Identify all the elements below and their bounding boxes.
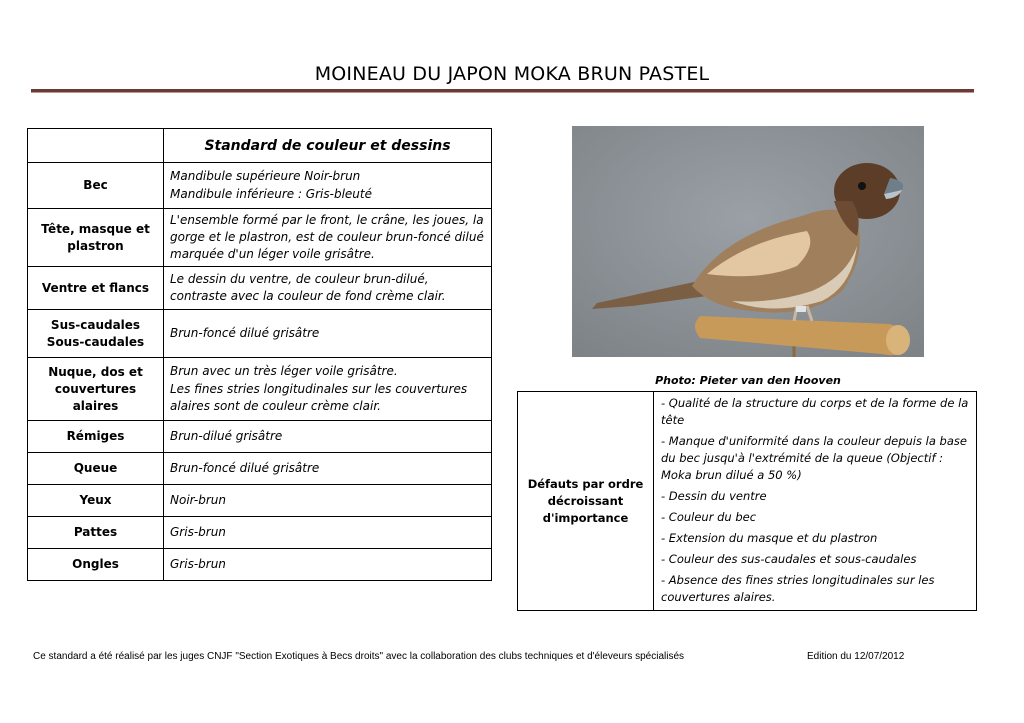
row-value xyxy=(164,163,492,209)
row-value xyxy=(164,310,492,358)
row-value xyxy=(164,267,492,310)
table-row xyxy=(28,358,492,421)
bird-illustration xyxy=(572,126,924,357)
value-line: Les fines stries longitudinales sur les couvertures alaires sont de couleur crème clair. xyxy=(170,382,468,413)
table-row xyxy=(28,267,492,310)
defects-table xyxy=(517,391,977,611)
row-value xyxy=(164,358,492,421)
table-row xyxy=(28,517,492,549)
row-label: Sus-caudales Sous-caudales xyxy=(28,310,164,358)
table-row xyxy=(28,485,492,517)
value-line: Brun-dilué grisâtre xyxy=(170,429,283,443)
standard-header: Standard de couleur et dessins xyxy=(164,129,492,163)
perch-end xyxy=(886,325,910,355)
row-label: Rémiges xyxy=(28,421,164,453)
value-line: Brun avec un très léger voile grisâtre. xyxy=(170,364,398,378)
row-label: Nuque, dos et couvertures alaires xyxy=(28,358,164,421)
footer-credit: Ce standard a été réalisé par les juges CNJF "Section Exotiques à Becs droits" avec la collaboration des clubs techniques et d'éleveurs spécialisés xyxy=(33,651,685,662)
bird-photo xyxy=(572,126,924,357)
title-underline xyxy=(31,89,974,93)
row-value xyxy=(164,209,492,267)
standard-table xyxy=(27,128,492,581)
value-line: Gris-brun xyxy=(170,525,226,539)
table-row xyxy=(28,421,492,453)
row-value xyxy=(164,453,492,485)
row-value xyxy=(164,485,492,517)
value-line: Mandibule supérieure Noir-brun xyxy=(170,169,361,183)
list-item: - Couleur des sus-caudales et sous-caudales xyxy=(661,552,917,566)
value-line: Le dessin du ventre, de couleur brun-dilué, contraste avec la couleur de fond crème clair. xyxy=(170,272,446,303)
list-item: - Qualité de la structure du corps et de la forme de la tête xyxy=(661,396,969,427)
row-value xyxy=(164,517,492,549)
table-row xyxy=(28,163,492,209)
value-line: Noir-brun xyxy=(170,493,227,507)
bird-eye xyxy=(858,182,866,190)
row-label: Ongles xyxy=(28,549,164,581)
standard-header-row xyxy=(28,129,492,163)
defects-list xyxy=(654,392,977,611)
row-label: Pattes xyxy=(28,517,164,549)
row-label: Queue xyxy=(28,453,164,485)
table-row xyxy=(28,310,492,358)
list-item: - Extension du masque et du plastron xyxy=(661,531,878,545)
list-item: - Absence des fines stries longitudinales sur les couvertures alaires. xyxy=(661,573,935,604)
row-label: Yeux xyxy=(28,485,164,517)
value-line: Brun-foncé dilué grisâtre xyxy=(170,326,320,340)
row-label: Ventre et flancs xyxy=(28,267,164,310)
row-label: Tête, masque et plastron xyxy=(28,209,164,267)
defects-label: Défauts par ordre décroissant d'importance xyxy=(518,392,654,611)
value-line: L'ensemble formé par le front, le crâne, les joues, la gorge et le plastron, est de couleur brun-foncé dilué marquée d'un léger voile grisâtre. xyxy=(170,213,484,261)
row-value xyxy=(164,549,492,581)
photo-credit: Photo: Pieter van den Hooven xyxy=(655,374,841,387)
row-label: Bec xyxy=(28,163,164,209)
page-title: MOINEAU DU JAPON MOKA BRUN PASTEL xyxy=(314,63,710,85)
table-row xyxy=(28,453,492,485)
bird-ring xyxy=(796,306,806,312)
value-line: Gris-brun xyxy=(170,557,226,571)
standard-header-empty-cell xyxy=(28,129,164,163)
list-item: - Couleur du bec xyxy=(661,510,757,524)
defects-row xyxy=(518,392,977,611)
row-value xyxy=(164,421,492,453)
table-row xyxy=(28,549,492,581)
list-item: - Dessin du ventre xyxy=(661,489,767,503)
footer-edition: Edition du 12/07/2012 xyxy=(807,651,905,662)
table-row xyxy=(28,209,492,267)
value-line: Brun-foncé dilué grisâtre xyxy=(170,461,320,475)
value-line: Mandibule inférieure : Gris-bleuté xyxy=(170,187,372,201)
list-item: - Manque d'uniformité dans la couleur depuis la base du bec jusqu'à l'extrémité de la queue (Objectif : Moka brun dilué a 50 %) xyxy=(661,434,967,482)
